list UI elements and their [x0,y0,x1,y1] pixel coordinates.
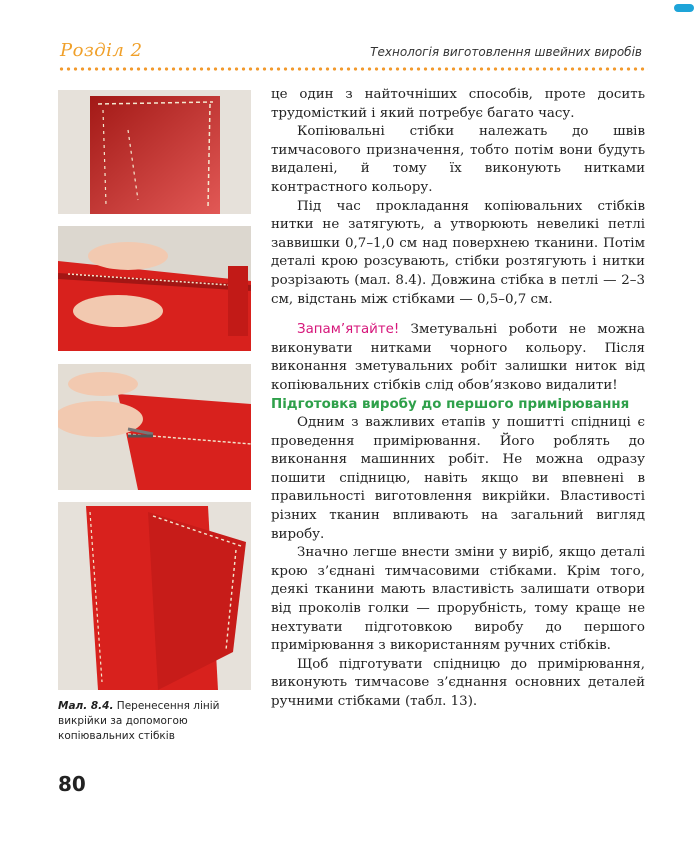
dotted-divider [58,67,648,71]
running-title: Технологія виготовлення швейних виробів [370,45,642,59]
figure-caption [58,699,256,744]
remember-text: Зметувальні роботи не можна виконувати нитками чорного кольору. Після виконання зметувальних робіт залишки ниток від копіювальних стібків слід обов’язково видалити! [271,322,645,393]
paragraph-2: Копіювальні стібки належать до швів тимчасового призначення, тобто потім вони будуть видалені, й тому їх виконують нитками контрастного кольору. [271,124,645,195]
main-text [271,86,645,712]
remember-label: Запам’ятайте! [297,322,400,338]
paragraph-7: Щоб підготувати спідницю до примірювання, виконують тимчасове з’єднання основних деталей ручними стібками (табл. 13). [271,656,645,709]
paragraph-5: Одним з важливих етапів у пошитті спідниці є проведення примірювання. Його роблять до виконання машинних робіт. Не можна одразу пошити спідницю, навіть якщо ви впевнені в правильності виготовлення викрійки. Властивості різних тканин впливають на загальний вигляд виробу. [271,415,645,542]
red-fabric-basting-photo [58,90,251,214]
hands-pulling-fabric-photo [58,226,251,351]
fabric-pieces-marked-photo [58,502,251,690]
paragraph-3: Під час прокладання копіювальних стібків нитки не затягують, а утворюють невеликі петлі заввишки 0,7–1,0 см над поверхнею тканини. Потім деталі крою розсувають, стібки розтягують і нитки розрізають (мал. 8.4). Довжина стібка в петлі — 2–3 см, відстань між стібками — 0,5–0,7 см. [271,198,645,307]
caption-label: Мал. 8.4. [58,700,114,712]
section-subheading: Підготовка виробу до першого примірювання [271,396,630,412]
paragraph-6: Значно легше внести зміни у виріб, якщо деталі крою з’єднані тимчасовими стібками. Крім того, деякі тканини мають властивість залишати отвори від проколів голки — прорубність, тому краще не нехтувати підготовкою виробу до першого примірювання з використанням ручних стібків. [271,545,645,654]
paragraph-1: це один з найточніших способів, проте досить трудомісткий і який потребує багато часу. [271,87,645,121]
scissors-cutting-threads-photo [58,364,251,490]
publisher-logo [674,4,694,12]
section-label: Розділ 2 [60,40,143,61]
page-number: 80 [58,772,86,796]
caption-text: Перенесення ліній викрійки за допомогою копіювальних стібків [58,700,220,742]
remember-note [271,321,645,395]
